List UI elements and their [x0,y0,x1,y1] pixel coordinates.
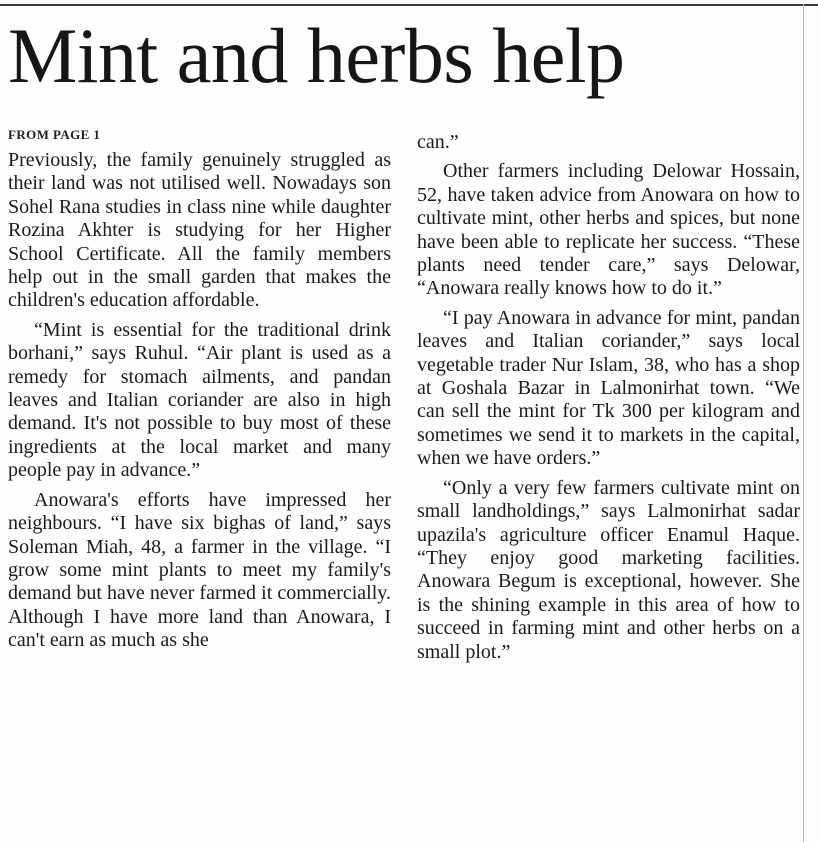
column-rule [803,4,804,842]
paragraph: Previously, the family genuinely struggled as their land was not utilised well. Nowadays son Sohel Rana studies in class nine while daughter Rozina Akhter is studying for her Higher School Certificate. All the family members help out in the small garden that makes the children's education affordable. [8,149,391,312]
top-rule [0,4,818,6]
paragraph: Other farmers including Delowar Hossain, 52, have taken advice from Anowara on how to cultivate mint, other herbs and spices, but none have been able to replicate her success. “These plants need tender care,” says Delowar, “Anowara really knows how to do it.” [417,160,800,300]
paragraph: “I pay Anowara in advance for mint, pandan leaves and Italian coriander,” says local vegetable trader Nur Islam, 38, who has a shop at Goshala Bazar in Lalmonirhat town. “We can sell the mint for Tk 300 per kilogram and sometimes we send it to markets in the capital, when we have orders.” [417,306,800,470]
right-column [417,131,800,670]
left-column [8,149,391,659]
headline: Mint and herbs help [8,12,625,99]
paragraph: can.” [417,131,459,153]
paragraph: “Only a very few farmers cultivate mint on small landholdings,” says Lalmonirhat sadar upazila's agriculture officer Enamul Haque. “They enjoy good marketing facilities. Anowara Begum is exceptional, however. She is the shining example in this area of how to succeed in farming mint and other herbs on a small plot.” [417,476,800,663]
paragraph: “Mint is essential for the traditional drink borhani,” says Ruhul. “Air plant is used as a remedy for stomach ailments, and pandan leaves and Italian coriander are also in high demand. It's not possible to buy most of these ingredients at the local market and many people pay in advance.” [8,318,391,482]
page-kicker: FROM PAGE 1 [8,127,101,142]
paragraph: Anowara's efforts have impressed her neighbours. “I have six bighas of land,” says Soleman Miah, 48, a farmer in the village. “I grow some mint plants to meet my family's demand but have never farmed it commercially. Although I have more land than Anowara, I can't earn as much as she [8,488,391,652]
